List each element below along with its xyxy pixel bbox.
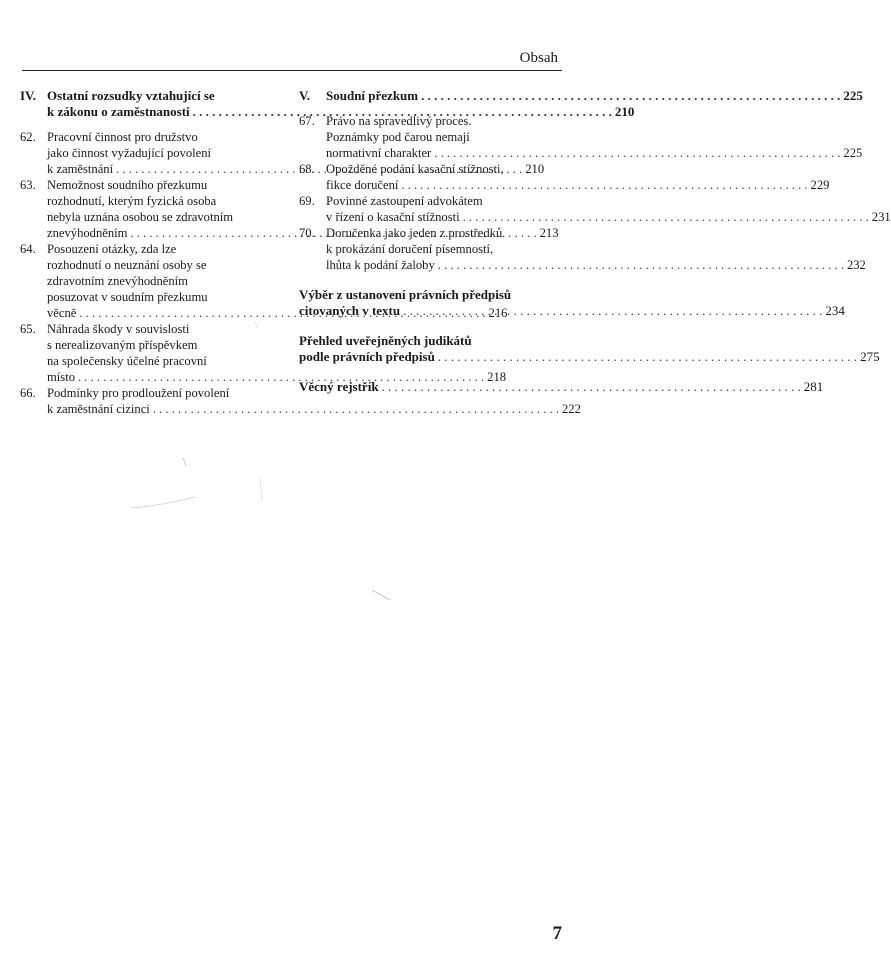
item-line: nebyla uznána osobou se zdravotním (47, 210, 234, 224)
chapter-number: V. (299, 88, 310, 103)
page-ref: 210 (525, 162, 545, 176)
running-header-title: Obsah (519, 50, 558, 66)
chapter-title-last: Soudní přezkum (326, 88, 419, 103)
item-number: 65. (20, 322, 36, 336)
page-ref: 216 (488, 306, 508, 320)
page-ref: 281 (803, 379, 824, 394)
section-line: Výběr z ustanovení právních předpisů (299, 287, 512, 302)
item-line: posuzovat v soudním přezkumu (47, 290, 208, 304)
page-ref: 275 (860, 349, 880, 364)
page-ref: 213 (539, 226, 559, 240)
item-number: 62. (20, 130, 36, 144)
item-number: 66. (20, 386, 36, 400)
item-number: 68. (299, 162, 315, 176)
item-last-line: v řízení o kasační stížnosti (326, 210, 460, 224)
item-last-line: k zaměstnání (47, 162, 114, 176)
section-line: Přehled uveřejněných judikátů (299, 333, 472, 348)
item-line: Poznámky pod čarou nemají (326, 130, 470, 144)
item-last-line: normativní charakter (326, 146, 432, 160)
item-line: k prokázání doručení písemností, (326, 242, 494, 256)
item-line: Posouzení otázky, zda lze (47, 242, 177, 256)
chapter-number: IV. (20, 88, 37, 103)
item-last-line: k zaměstnání cizinci (47, 402, 150, 416)
page-ref: 225 (843, 88, 863, 103)
page-number: 7 (552, 923, 562, 944)
page-ref: 222 (561, 402, 581, 416)
item-number: 70. (299, 226, 315, 240)
page-ref: 229 (810, 178, 830, 192)
item-line: Podmínky pro prodloužení povolení (47, 386, 230, 400)
item-line: rozhodnutí o neuznání osoby se (47, 258, 207, 272)
item-number: 67. (299, 114, 315, 128)
item-number: 69. (299, 194, 315, 208)
page-ref: 234 (825, 303, 845, 318)
item-line: Náhrada škody v souvislosti (47, 322, 190, 336)
item-line: Právo na spravedlivý proces. (326, 114, 472, 128)
item-last-line: věcně (47, 306, 77, 320)
page-ref: 225 (843, 146, 863, 160)
item-line: Doručenka jako jeden z prostředků (326, 226, 503, 240)
item-line: jako činnost vyžadující povolení (47, 146, 212, 160)
page-ref: 232 (846, 258, 866, 272)
section-last-line: podle právních předpisů (299, 349, 435, 364)
page-ref: 210 (614, 104, 635, 119)
page-ref: 218 (487, 370, 507, 384)
chapter-title-line: Ostatní rozsudky vztahující se (47, 88, 215, 103)
item-line: Pracovní činnost pro družstvo (47, 130, 198, 144)
item-last-line: místo (47, 370, 75, 384)
item-number: 64. (20, 242, 36, 256)
item-number: 63. (20, 178, 36, 192)
page-ref: 231 (871, 210, 891, 224)
item-line: rozhodnutí, kterým fyzická osoba (47, 194, 217, 208)
item-line: s nerealizovaným příspěvkem (47, 338, 198, 352)
item-line: Povinné zastoupení advokátem (326, 194, 483, 208)
section-last-line: citovaných v textu (299, 303, 401, 318)
item-line: zdravotním znevýhodněním (47, 274, 188, 288)
item-line: Opožděné podání kasační stížnosti, (326, 162, 504, 176)
item-last-line: znevýhodněním (47, 226, 128, 240)
item-line: na společensky účelné pracovní (47, 354, 207, 368)
section-last-line: Věcný rejstřík (299, 379, 379, 394)
item-last-line: fikce doručení (326, 178, 399, 192)
item-line: Nemožnost soudního přezkumu (47, 178, 208, 192)
chapter-title-last: k zákonu o zaměstnanosti (47, 104, 190, 119)
item-last-line: lhůta k podání žaloby (326, 258, 435, 272)
